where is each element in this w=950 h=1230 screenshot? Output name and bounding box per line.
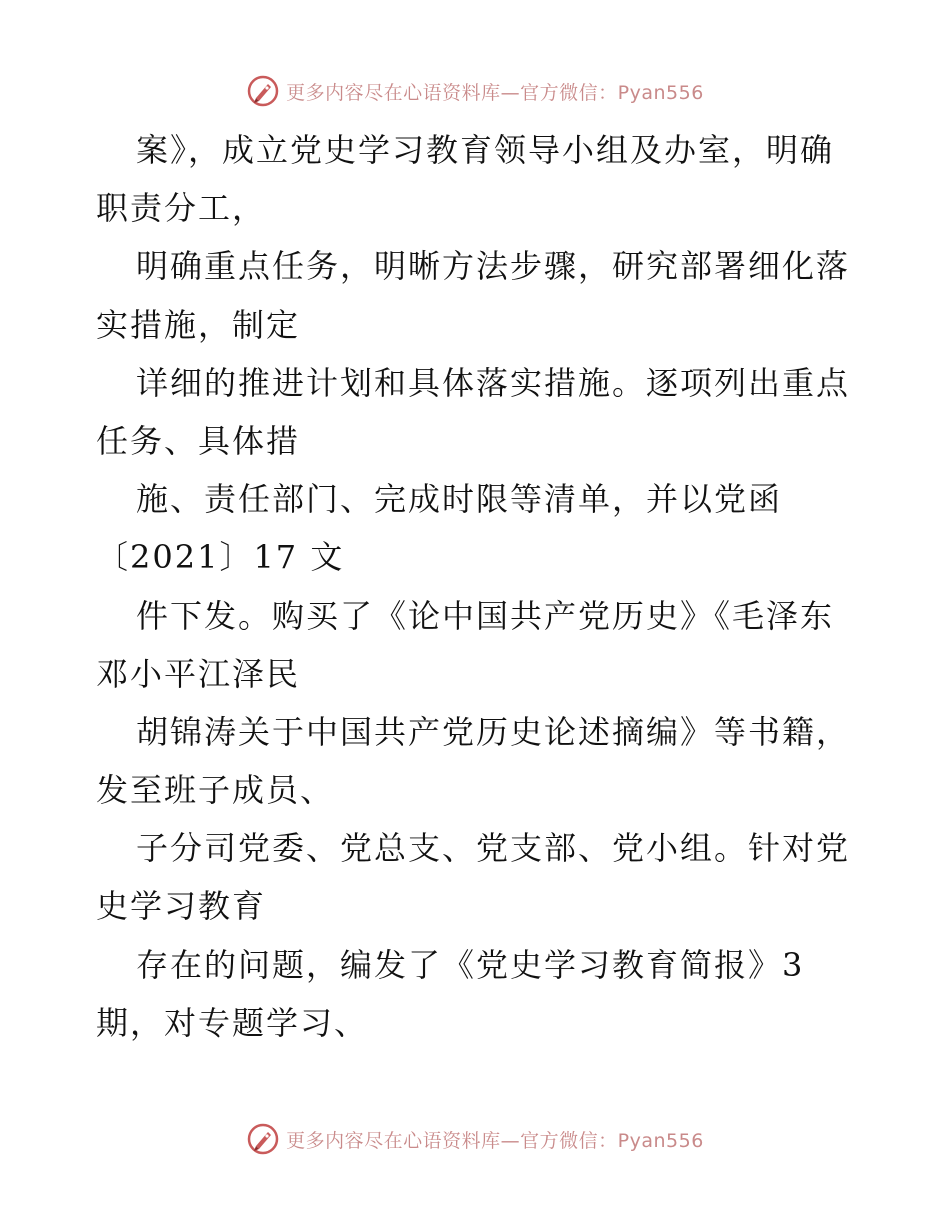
watermark-text: 更多内容尽在心语资料库—官方微信：Pyan556 bbox=[286, 81, 704, 104]
watermark-text: 更多内容尽在心语资料库—官方微信：Pyan556 bbox=[286, 1129, 704, 1152]
paragraph-line: 子分司党委、党总支、党支部、党小组。针对党 bbox=[136, 829, 851, 868]
paragraph-line: 实措施，制定 bbox=[96, 305, 301, 344]
footer-watermark bbox=[0, 1119, 950, 1159]
paragraph-line: 期，对专题学习、 bbox=[96, 1003, 369, 1042]
paragraph-line: 案》，成立党史学习教育领导小组及办室，明确 bbox=[136, 131, 835, 169]
paragraph-line: 存在的问题，编发了《党史学习教育简报》3 bbox=[136, 945, 805, 984]
paragraph-line: 任务、具体措 bbox=[96, 421, 301, 460]
paragraph-line: 发至班子成员、 bbox=[96, 771, 335, 810]
paragraph-line: 件下发。购买了《论中国共产党历史》《毛泽东 bbox=[136, 596, 835, 635]
paragraph-line: 胡锦涛关于中国共产党历史论述摘编》等书籍， bbox=[136, 712, 851, 751]
header-watermark bbox=[0, 71, 950, 111]
paragraph-line: 职责分工， bbox=[96, 189, 267, 228]
paragraph-line: 明确重点任务，明晰方法步骤，研究部署细化落 bbox=[136, 247, 851, 286]
paragraph-line: 史学习教育 bbox=[96, 887, 267, 926]
document-body bbox=[96, 121, 856, 1052]
paragraph-line: 邓小平江泽民 bbox=[96, 654, 301, 693]
paragraph-line: 〔2021〕17 文 bbox=[96, 538, 345, 577]
pen-nib-logo-icon bbox=[246, 74, 280, 108]
paragraph-line: 详细的推进计划和具体落实措施。逐项列出重点 bbox=[136, 363, 851, 402]
pen-nib-logo-icon bbox=[246, 1122, 280, 1156]
paragraph-line: 施、责任部门、完成时限等清单，并以党函 bbox=[136, 480, 783, 519]
